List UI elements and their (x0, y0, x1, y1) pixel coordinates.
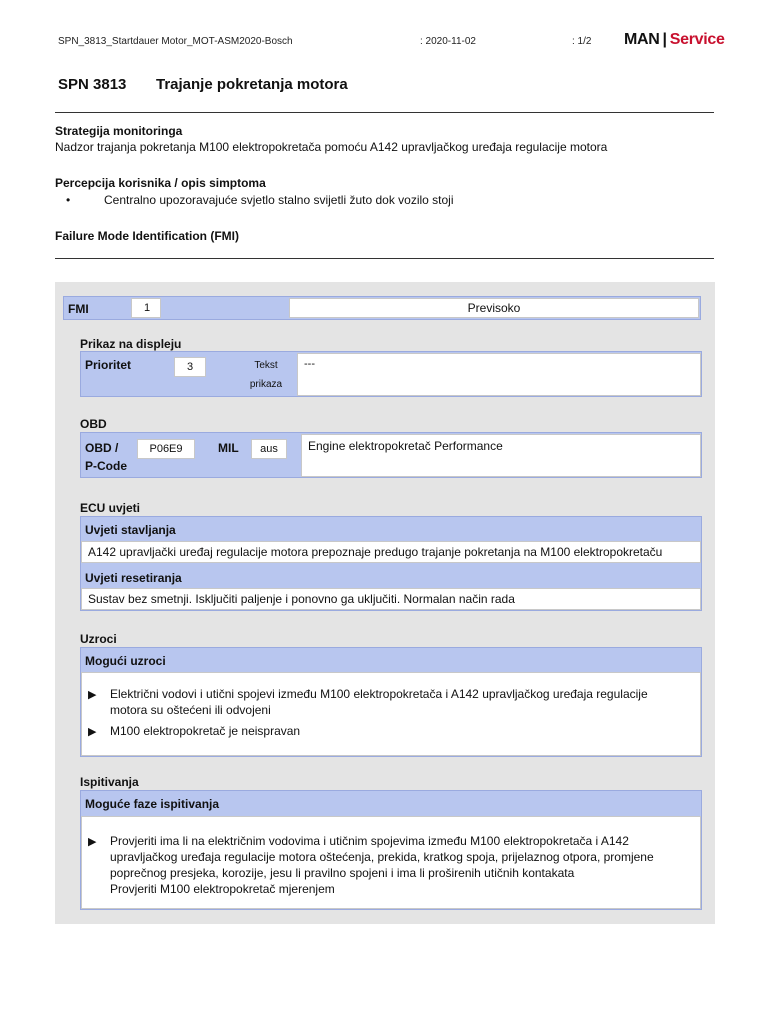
title-divider (55, 112, 714, 113)
logo-brand: MAN (624, 31, 660, 48)
cause-item-line: M100 elektropokretač je neispravan (110, 724, 301, 738)
reset-conditions-label: Uvjeti resetiranja (85, 571, 182, 585)
display-text-label-1: Tekst (254, 360, 278, 371)
logo-service: Service (669, 31, 725, 48)
obd-label-2: P-Code (85, 459, 127, 473)
obd-heading: OBD (80, 417, 107, 431)
ecu-heading: ECU uvjeti (80, 501, 141, 515)
obd-description: Engine elektropokretač Performance (301, 434, 701, 477)
display-text-label-2: prikaza (249, 379, 283, 390)
spn-number: SPN 3813 (58, 76, 127, 93)
mil-value: aus (251, 439, 287, 459)
display-text-value: --- (297, 353, 701, 396)
causes-heading: Uzroci (80, 632, 117, 646)
monitoring-heading: Strategija monitoringa (55, 124, 183, 138)
monitoring-text: Nadzor trajanja pokretanja M100 elektropokretača pomoću A142 upravljačkog uređaja regulacije motora (55, 140, 608, 154)
mil-label: MIL (218, 441, 239, 455)
cause-item (88, 686, 698, 720)
cause-item (88, 723, 698, 741)
document-name: SPN_3813_Startdauer Motor_MOT-ASM2020-Bosch (58, 36, 293, 47)
symptoms-heading: Percepcija korisnika / opis simptoma (55, 176, 266, 190)
test-item-line: Provjeriti M100 elektropokretač mjerenjem (110, 882, 335, 896)
document-date: : 2020-11-02 (420, 36, 476, 47)
fmi-description: Previsoko (289, 298, 699, 318)
fmi-label: FMI (68, 302, 89, 316)
priority-value: 3 (174, 357, 206, 377)
symptom-item: Centralno upozoravajuće svjetlo stalno svijetli žuto dok vozilo stoji (104, 193, 454, 207)
fmi-heading: Failure Mode Identification (FMI) (55, 229, 239, 243)
tests-heading: Ispitivanja (80, 775, 139, 789)
test-item-line: Provjeriti ima li na električnim vodovima i utičnim spojevima između M100 elektropokretača i A142 (110, 834, 629, 848)
priority-label: Prioritet (85, 358, 132, 372)
display-heading: Prikaz na displeju (80, 337, 182, 351)
reset-conditions-text: Sustav bez smetnji. Isključiti paljenje i ponovno ga uključiti. Normalan način rada (81, 588, 701, 610)
cause-item-line: Električni vodovi i utični spojevi između M100 elektropokretača i A142 upravljačkog uređaja regulacije (110, 687, 648, 701)
test-item-line: upravljačkog uređaja regulacije motora oštećenja, prekida, kratkog spoja, prijelaznog otpora, promjene (110, 850, 654, 864)
fmi-value: 1 (131, 298, 161, 318)
obd-label-1: OBD / (85, 441, 119, 455)
page-number: : 1/2 (572, 36, 592, 47)
arrow-right-icon: ▶ (88, 689, 97, 701)
cause-item-line: motora su oštećeni ili odvojeni (110, 703, 271, 717)
test-item (88, 833, 698, 899)
arrow-right-icon: ▶ (88, 836, 97, 848)
test-item-line: poprečnog presjeka, korozije, jesu li pravilno spojeni i ima li proširenih utičnih kontakata (110, 866, 575, 880)
possible-causes-label: Mogući uzroci (85, 654, 166, 668)
set-conditions-label: Uvjeti stavljanja (85, 523, 176, 537)
page-title: Trajanje pokretanja motora (156, 76, 348, 93)
possible-tests-label: Moguće faze ispitivanja (85, 797, 220, 811)
set-conditions-text: A142 upravljački uređaj regulacije motora prepoznaje predugo trajanje pokretanja na M100 elektropokretaču (81, 541, 701, 563)
obd-pcode: P06E9 (137, 439, 195, 459)
fmi-divider (55, 258, 714, 259)
man-service-logo (624, 31, 725, 49)
logo-separator: | (662, 31, 667, 48)
symptom-bullet: • (66, 193, 71, 207)
arrow-right-icon: ▶ (88, 726, 97, 738)
